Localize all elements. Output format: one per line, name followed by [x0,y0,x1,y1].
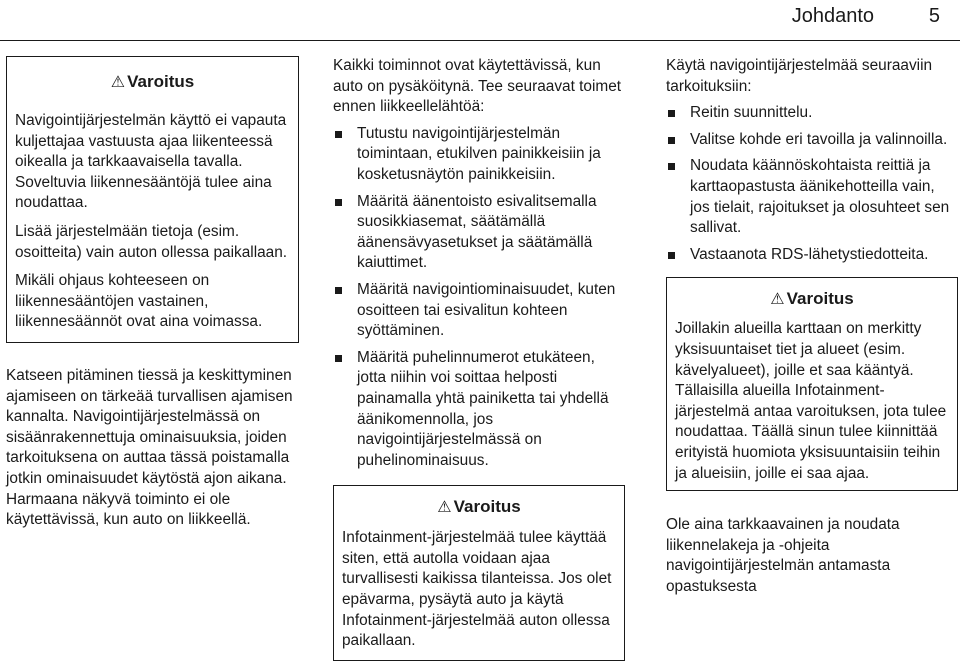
closing-paragraph: Ole aina tarkkaavainen ja noudata liikennelakeja ja -ohjeita navigointijärjestelmän antamasta opastuksesta [666,516,900,595]
body-paragraph: Katseen pitäminen tiessä ja keskittyminen ajamiseen on tärkeää turvallisen ajamisen kannalta. Navigointijärjestelmässä on sisäänrakennettuja ominaisuuksia, joiden tarkoituksena on auttaa tässä poistamalla jotkin ominaisuudet käytöstä ajon aikana. Harmaana näkyvä toiminto ei ole käytettävissä, kun auto on liikkeellä. [6,367,293,529]
warning-paragraph: Infotainment-järjestelmää tulee käyttää siten, että autolla voidaan ajaa turvallisesti kaikissa tilanteissa. Jos olet epävarma, pysäytä auto ja käytä Infotainment-järjestelmää auton ollessa paikallaan. [342,529,612,650]
header-divider [0,40,960,41]
warning-triangle-icon: ⚠ [110,74,126,91]
intro-paragraph: Kaikki toiminnot ovat käytettävissä, kun auto on pysäköitynä. Tee seuraavat toimet ennen liikkeellelähtöä: [333,57,622,116]
page-header [0,0,960,44]
warning-triangle-icon: ⚠ [770,291,785,309]
warning-box [333,485,625,661]
list-item: Määritä äänentoisto esivalitsemalla suosikkiasemat, säätämällä äänensävyasetukset ja säätämällä kaiuttimet. [333,192,625,274]
column-right [666,56,958,597]
warning-box [6,56,299,343]
bullet-list [666,103,958,265]
warning-title: ⚠ Varoitus [675,288,949,311]
page-number: 5 [928,5,940,27]
list-item: Noudata käännöskohtaista reittiä ja karttaopastusta äänikehotteilla vain, jos tielait, rajoitukset ja olosuhteet sen sallivat. [666,156,958,238]
warning-paragraph: Navigointijärjestelmän käyttö ei vapauta kuljettajaa vastuusta ajaa liikenteessä oikealla ja tarkkaavaisella tavalla. Soveltuvia liikennesääntöjä tulee aina noudattaa. [15,112,287,212]
intro-paragraph: Käytä navigointijärjestelmää seuraaviin tarkoituksiin: [666,57,933,95]
warning-paragraph: Joillakin alueilla karttaan on merkitty yksisuuntaiset tiet ja alueet (esim. kävelyalueet), joille et saa kääntyä. Tällaisilla alueilla Infotainment-järjestelmä antaa varoituksen, jota tulee noudattaa. Täällä sinun tulee kiinnittää erityistä huomiota yksisuuntaisiin teihin ja alueisiin, joille ei saa ajaa. [675,320,947,482]
warning-title: ⚠ Varoitus [342,496,616,519]
column-left [6,56,299,546]
warning-triangle-icon: ⚠ [437,499,452,517]
list-item: Tutustu navigointijärjestelmän toimintaan, etukilven painikkeisiin ja kosketusnäytön painikkeisiin. [333,124,625,186]
warning-paragraph: Lisää järjestelmään tietoja (esim. osoitteita) vain auton ollessa paikallaan. [15,222,288,261]
list-item: Määritä navigointiominaisuudet, kuten osoitteen tai esivalitun kohteen syöttäminen. [333,280,625,342]
list-item: Reitin suunnittelu. [666,103,958,124]
warning-box [666,277,958,491]
column-middle [333,56,625,661]
list-item: Määritä puhelinnumerot etukäteen, jotta niihin voi soittaa helposti painamalla yhtä painiketta tai yhdellä äänikomennolla, jos navigointijärjestelmässä on puhelinominaisuus. [333,348,625,472]
list-item: Vastaanota RDS-lähetystiedotteita. [666,245,958,266]
section-title: Johdanto [791,5,874,27]
warning-title: ⚠ Varoitus [15,71,290,94]
list-item: Valitse kohde eri tavoilla ja valinnoilla. [666,130,958,151]
bullet-list [333,124,625,472]
warning-paragraph: Mikäli ohjaus kohteeseen on liikennesääntöjen vastainen, liikennesäännöt ovat aina voimassa. [15,272,263,331]
